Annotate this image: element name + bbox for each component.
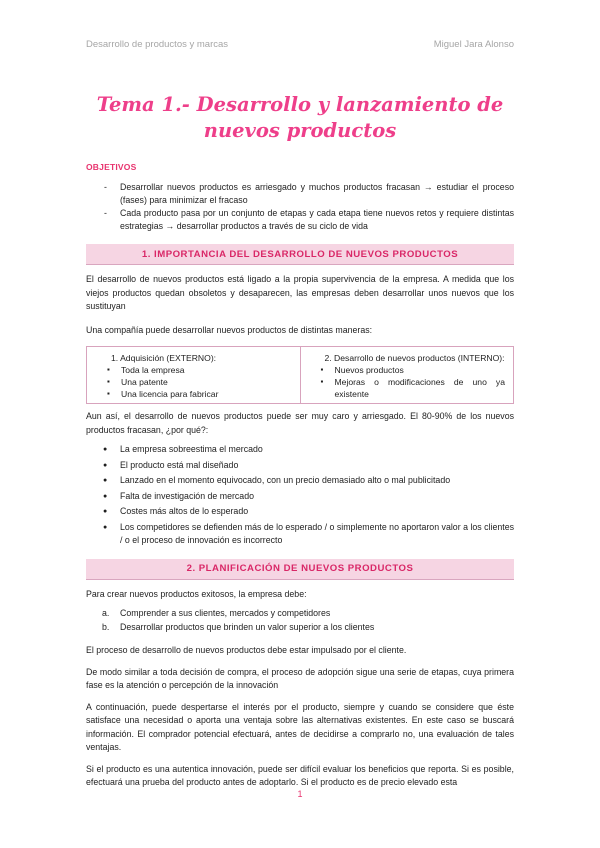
list-item: ● Los competidores se defienden más de lo esperado / o simplemente no aportaron valor a los clientes / o el proceso de innovación es incorrecto <box>86 521 514 547</box>
paragraph-adoption-process: De modo similar a toda decisión de compra, el proceso de adopción sigue una serie de etapas, cuya primera fase es la atención o percepción de la innovación <box>86 666 514 690</box>
list-item: ● El producto está mal diseñado <box>86 459 514 472</box>
list-item: ▪ Una patente <box>105 376 292 388</box>
header-course-title: Desarrollo de productos y marcas <box>86 39 229 50</box>
list-marker: b. <box>102 621 110 632</box>
list-item: ● La empresa sobreestima el mercado <box>86 443 514 456</box>
ways-internal-column <box>300 347 514 403</box>
paragraph-interest: A continuación, puede despertarse el interés por el producto, siempre y cuando se considere que éste satisface una necesidad o aporta una ventaja sobre las alternativas existentes. En este caso se buscará información. El comprador potencial efectuará, antes de decidirse a comprarlo no, una evaluación de tales ventajas. <box>86 701 514 752</box>
list-item-text: Comprender a sus clientes, mercados y competidores <box>120 608 331 618</box>
page-number: 1 <box>297 789 303 799</box>
failure-reasons-list <box>86 443 514 547</box>
paragraph-innovation: Si el producto es una autentica innovación, puede ser difícil evaluar los beneficios que reporta. Si es posible, efectuará una prueba del producto antes de adoptarlo. Si el producto es de precio elevado esta <box>86 763 514 787</box>
paragraph-customer-driven: El proceso de desarrollo de nuevos productos debe estar impulsado por el cliente. <box>86 645 407 655</box>
objectives-label: OBJETIVOS <box>86 162 137 172</box>
objectives-list <box>86 181 514 232</box>
list-item <box>86 621 514 635</box>
section-1-heading: 1. IMPORTANCIA DEL DESARROLLO DE NUEVOS PRODUCTOS <box>86 244 514 265</box>
ways-internal-list <box>319 364 506 400</box>
ways-external-title: 1. Adquisición (EXTERNO): <box>111 353 217 363</box>
list-item-text: Desarrollar productos que brinden un valor superior a los clientes <box>120 621 375 632</box>
ways-external-column <box>87 347 300 403</box>
page-header <box>86 0 514 50</box>
list-item: ● Lanzado en el momento equivocado, con un precio demasiado alto o mal publicitado <box>86 474 514 487</box>
list-item: ▪ Toda la empresa <box>105 364 292 376</box>
list-item: ▪ Una licencia para fabricar <box>105 388 292 400</box>
list-item: ● Costes más altos de lo esperado <box>86 505 514 518</box>
list-marker: a. <box>102 608 110 618</box>
failure-intro: Aun así, el desarrollo de nuevos productos puede ser muy caro y arriesgado. El 80-90% de los nuevos productos fracasan, ¿por qué?: <box>86 411 514 435</box>
list-item: ▪ Nuevos productos <box>319 364 506 376</box>
header-author: Miguel Jara Alonso <box>433 39 514 50</box>
list-item: ▪ Mejoras o modificaciones de uno ya existente <box>319 376 506 400</box>
planning-steps-list <box>86 607 514 634</box>
list-item <box>86 607 514 621</box>
section-1-intro: El desarrollo de nuevos productos está ligado a la propia supervivencia de la empresa. A medida que los viejos productos quedan obsoletos y desaparecen, las empresas deben desarrollar unos nuevos que los sustituyan <box>86 274 514 311</box>
objective-item: - Desarrollar nuevos productos es arriesgado y muchos productos fracasan → estudiar el proceso (fases) para minimizar el fracaso <box>86 181 514 206</box>
objective-item: - Cada producto pasa por un conjunto de etapas y cada etapa tiene nuevos retos y requiere distintas estrategias → desarrollar productos a través de su ciclo de vida <box>86 207 514 232</box>
ways-internal-title: 2. Desarrollo de nuevos productos (INTERNO): <box>324 353 505 363</box>
document-title: Tema 1.- Desarrollo y lanzamiento de nuevos productos <box>96 93 504 142</box>
development-ways-table <box>86 346 514 404</box>
ways-external-list <box>105 364 292 400</box>
section-2-intro: Para crear nuevos productos exitosos, la empresa debe: <box>86 588 307 599</box>
ways-intro: Una compañía puede desarrollar nuevos productos de distintas maneras: <box>86 324 373 335</box>
section-2-heading: 2. PLANIFICACIÓN DE NUEVOS PRODUCTOS <box>86 559 514 580</box>
list-item: ● Falta de investigación de mercado <box>86 490 514 503</box>
